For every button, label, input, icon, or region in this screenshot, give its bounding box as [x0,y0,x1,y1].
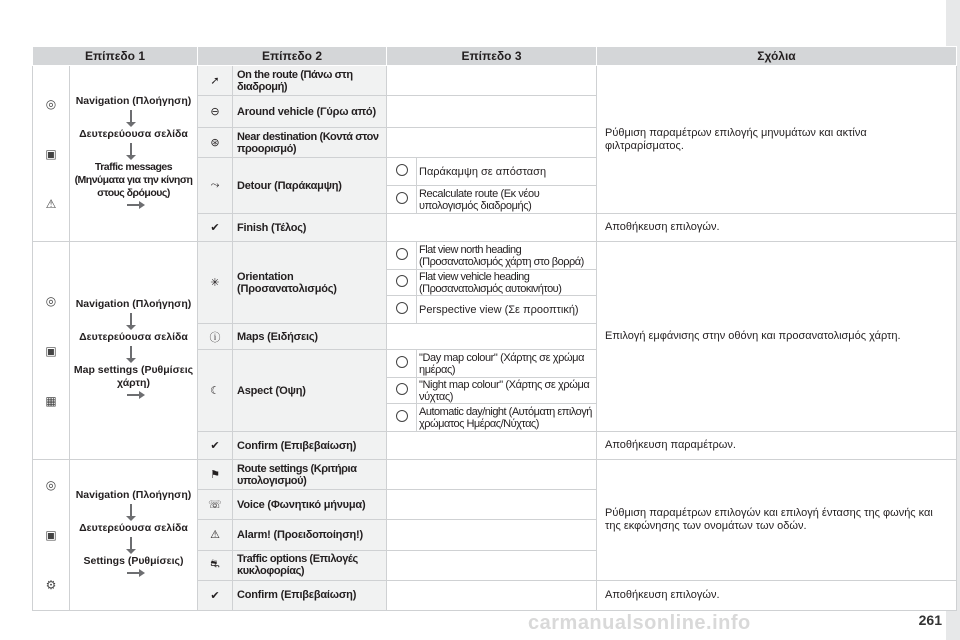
right-arrow-icon [127,568,145,578]
section1-note: Ρύθμιση παραμέτρων επιλογής μηνυμάτων και ακτίνα φιλτραρίσματος. [597,66,957,214]
row-finish: Finish (Τέλος) [233,214,387,242]
row-route-settings: Route settings (Κριτήρια υπολογισμού) [233,460,387,490]
option-north-heading: Flat view north heading (Προσανατολισμός χάρτη στο βορρά) [417,242,597,270]
section3-nav: Navigation (Πλοήγηση) [75,489,192,501]
option-day-colour: "Day map colour" (Χάρτης σε χρώμα ημέρας) [417,350,597,378]
traffic-icon: ⚠ [45,196,57,211]
section1-sub: Traffic messages (Μηνύματα για την κίνηση στους δρόμους) [74,160,193,199]
navigation-icon: ◎ [45,478,57,492]
orientation-icon: ✳ [198,242,233,324]
map-grid-icon: ▦ [45,393,57,408]
row-around-vehicle: Around vehicle (Γύρω από) [233,96,387,128]
header-level1: Επίπεδο 1 [33,47,198,66]
section3-icons [33,460,70,611]
vehicle-icon: ⊖ [198,96,233,128]
detour-icon: ⤳ [198,158,233,214]
destination-icon: ⊛ [198,128,233,158]
section2-icons [33,242,70,460]
table-header [33,47,957,66]
check-icon: ✔ [198,432,233,460]
option-perspective: Perspective view (Σε προοπτική) [417,296,597,324]
watermark: carmanualsonline.info [528,612,751,634]
radio-icon [396,192,408,204]
row-alarm: Alarm! (Προειδοποίηση!) [233,520,387,550]
radio-icon [396,356,408,368]
section1-path [70,66,198,242]
section1-secondary: Δευτερεύουσα σελίδα [79,127,188,140]
menu-page-icon: ▣ [45,528,57,542]
option-detour-distance: Παράκαμψη σε απόσταση [417,158,597,186]
option-vehicle-heading: Flat view vehicle heading (Προσανατολισμός αυτοκινήτου) [417,270,597,296]
right-arrow-icon [127,390,145,400]
option-auto-day-night: Automatic day/night (Αυτόματη επιλογή χρώματος Ημέρας/Νύχτας) [417,404,597,432]
page-number: 261 [918,612,942,628]
check-icon: ✔ [198,214,233,242]
header-level3: Επίπεδο 3 [387,47,597,66]
check-icon: ✔ [198,580,233,610]
navigation-icon: ◎ [45,293,57,308]
right-arrow-icon [127,200,145,210]
radio-icon [396,248,408,260]
row-orientation: Orientation (Προσανατολισμός) [233,242,387,324]
row-traffic-options: Traffic options (Επιλογές κυκλοφορίας) [233,550,387,580]
section1-save-note: Αποθήκευση επιλογών. [597,214,957,242]
section2-note: Επιλογή εμφάνισης στην οθόνη και προσανατολισμός χάρτη. [597,242,957,432]
menu-table [32,46,957,611]
section1-icons [33,66,70,242]
section2-secondary: Δευτερεύουσα σελίδα [79,331,188,343]
section3-secondary: Δευτερεύουσα σελίδα [79,522,188,534]
option-night-colour: "Night map colour" (Χάρτης σε χρώμα νύχτας) [417,378,597,404]
down-arrow-icon [126,143,140,159]
row-aspect: Aspect (Όψη) [233,350,387,432]
section1-nav: Navigation (Πλοήγηση) [75,94,192,107]
settings-icon: ⚙ [45,578,57,592]
section2-sub: Map settings (Ρυθμίσεις χάρτη) [73,364,194,389]
radio-icon [396,383,408,395]
section3-save-note: Αποθήκευση επιλογών. [597,580,957,610]
row-confirm-settings: Confirm (Επιβεβαίωση) [233,580,387,610]
down-arrow-icon [126,504,140,520]
section3-note: Ρύθμιση παραμέτρων επιλογών και επιλογή έντασης της φωνής και της εκφώνησης των ονομάτων των οδών. [597,460,957,581]
route-settings-icon: ⚑ [198,460,233,490]
section3-path [70,460,198,611]
row-on-route: On the route (Πάνω στη διαδρομή) [233,66,387,96]
down-arrow-icon [126,110,140,126]
header-level2: Επίπεδο 2 [198,47,387,66]
section3-sub: Settings (Ρυθμίσεις) [83,555,184,567]
voice-icon: ☏ [198,490,233,520]
radio-icon [396,302,408,314]
day-night-icon: ☾ [198,350,233,432]
down-arrow-icon [126,313,140,329]
option-recalculate: Recalculate route (Εκ νέου υπολογισμός διαδρομής) [417,186,597,214]
row-detour: Detour (Παράκαμψη) [233,158,387,214]
row-voice: Voice (Φωνητικό μήνυμα) [233,490,387,520]
down-arrow-icon [126,346,140,362]
radio-icon [396,164,408,176]
section2-path [70,242,198,460]
maps-icon: ⓘ [198,324,233,350]
row-near-destination: Near destination (Κοντά στον προορισμό) [233,128,387,158]
alarm-icon: ⚠ [198,520,233,550]
traffic-options-icon: ⛐ [198,550,233,580]
down-arrow-icon [126,537,140,553]
menu-page-icon: ▣ [45,343,57,358]
row-maps: Maps (Ειδήσεις) [233,324,387,350]
section2-nav: Navigation (Πλοήγηση) [75,298,192,310]
navigation-icon: ◎ [45,96,57,111]
route-icon: ➚ [198,66,233,96]
radio-icon [396,410,408,422]
header-comments: Σχόλια [597,47,957,66]
menu-page-icon: ▣ [45,146,57,161]
row-confirm-map: Confirm (Επιβεβαίωση) [233,432,387,460]
radio-icon [396,275,408,287]
section2-save-note: Αποθήκευση παραμέτρων. [597,432,957,460]
